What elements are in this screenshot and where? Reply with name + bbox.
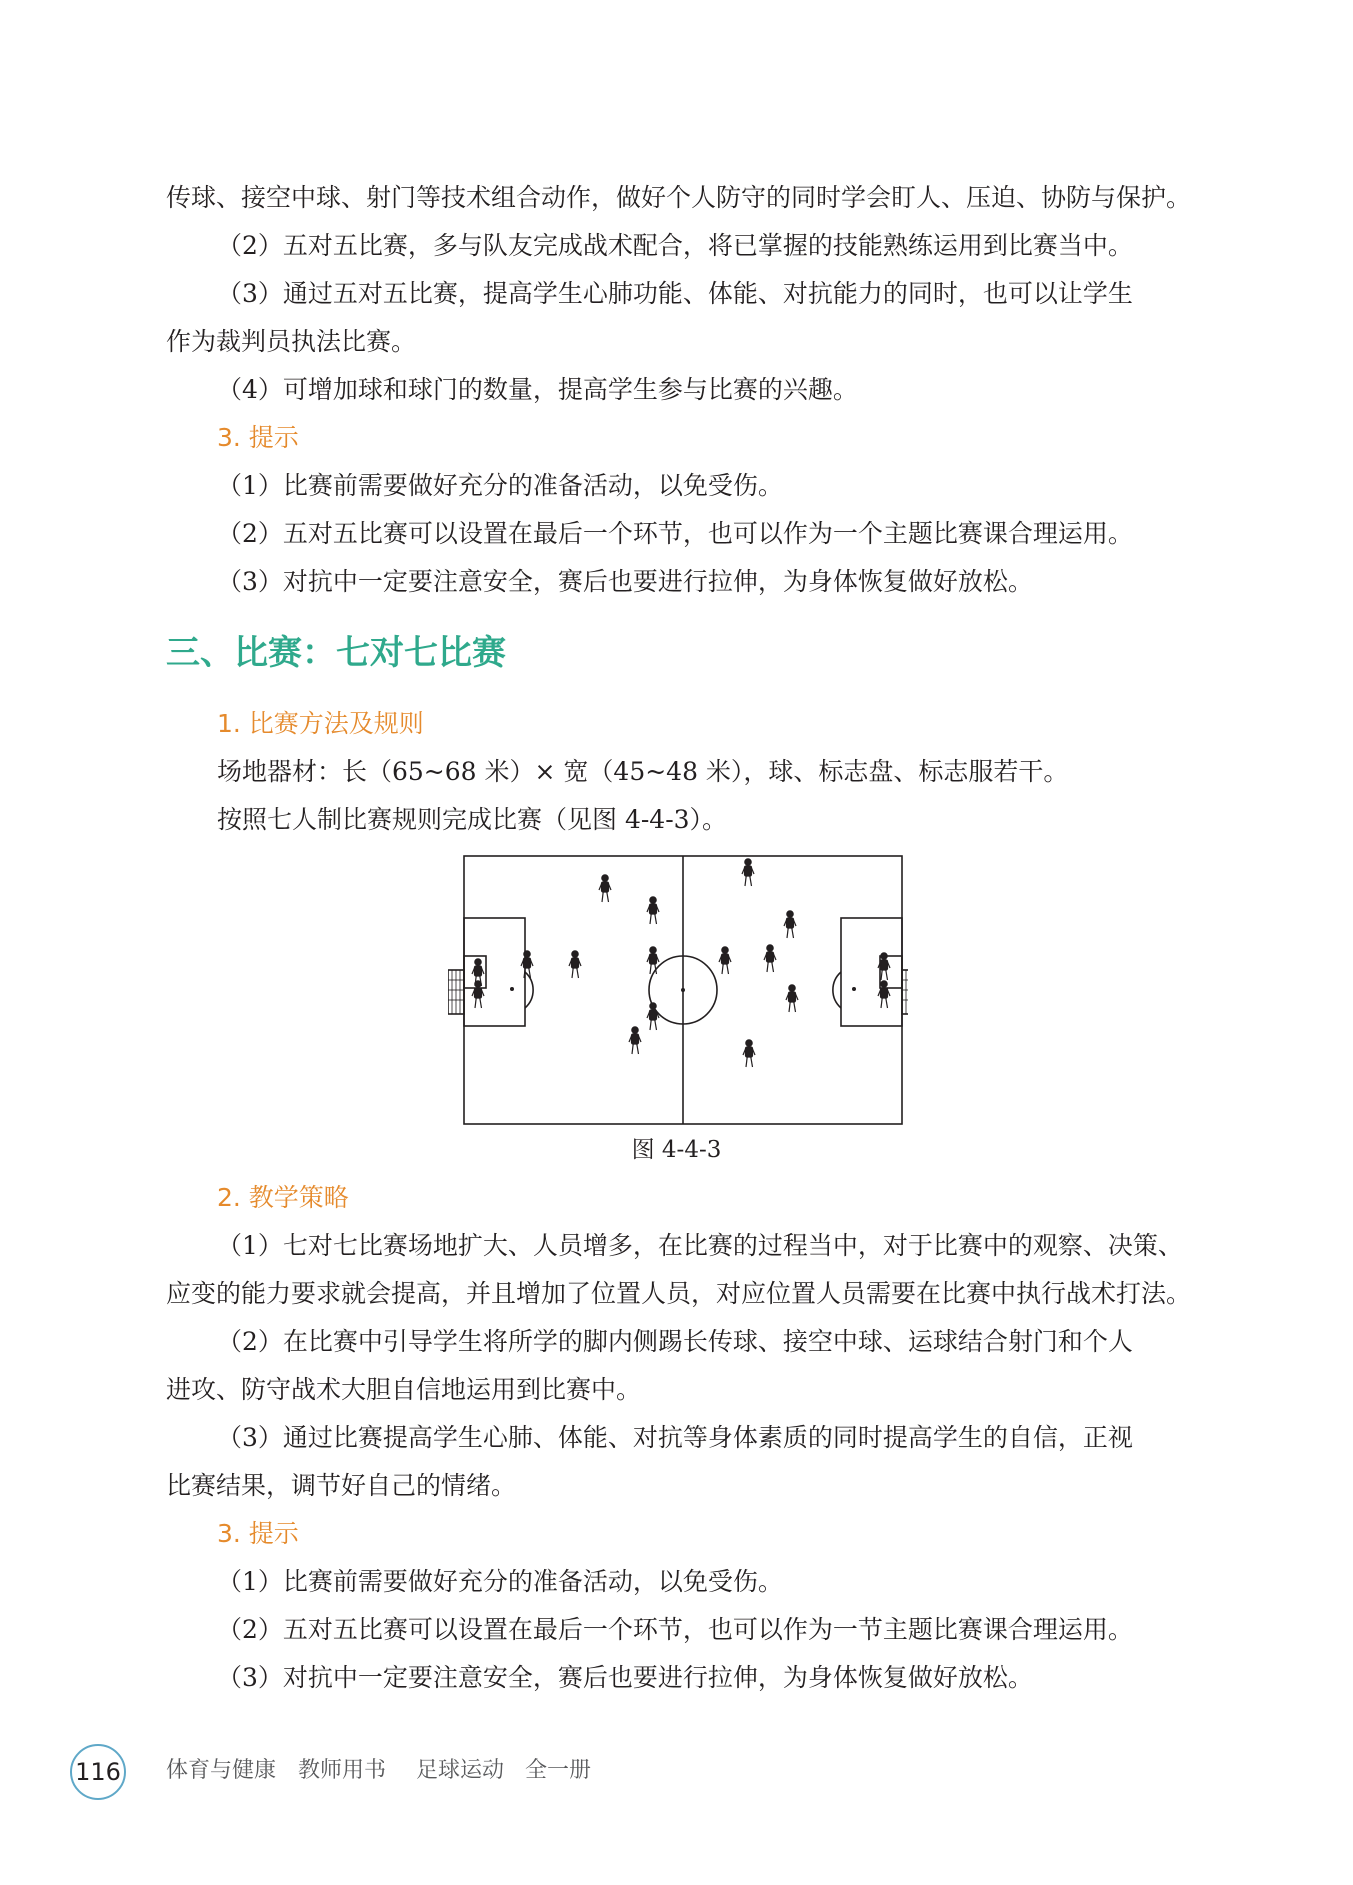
paragraph-line: （3）通过比赛提高学生心肺、体能、对抗等身体素质的同时提高学生的自信，正视 bbox=[217, 1423, 1133, 1452]
paragraph-line: （2）在比赛中引导学生将所学的脚内侧踢长传球、接空中球、运球结合射门和个人 bbox=[217, 1327, 1133, 1356]
paragraph-line: 进攻、防守战术大胆自信地运用到比赛中。 bbox=[166, 1375, 642, 1404]
tip-item: （2）五对五比赛可以设置在最后一个环节，也可以作为一节主题比赛课合理运用。 bbox=[217, 1615, 1133, 1644]
player-figure bbox=[784, 911, 796, 938]
player-figure bbox=[743, 1040, 755, 1067]
footer-topic: 足球运动 bbox=[416, 1758, 505, 1783]
right-penalty-arc bbox=[833, 972, 841, 1008]
tips-heading: 3. 提示 bbox=[217, 423, 299, 452]
left-penalty-spot bbox=[510, 987, 514, 991]
tip-item: （2）五对五比赛可以设置在最后一个环节，也可以作为一个主题比赛课合理运用。 bbox=[217, 519, 1133, 548]
player-figure bbox=[647, 897, 659, 924]
section-title: 三、比赛：七对七比赛 bbox=[166, 633, 506, 673]
paragraph-line: （2）五对五比赛，多与队友完成战术配合，将已掌握的技能熟练运用到比赛当中。 bbox=[217, 231, 1133, 260]
player-figure bbox=[742, 859, 754, 886]
page-number: 116 bbox=[70, 1744, 126, 1800]
footer-book: 体育与健康 bbox=[166, 1758, 277, 1783]
players-group bbox=[472, 859, 890, 1067]
soccer-field-figure bbox=[448, 852, 908, 1132]
strategy-heading: 2. 教学策略 bbox=[217, 1183, 349, 1212]
figure-caption: 图 4-4-3 bbox=[631, 1137, 722, 1163]
paragraph-line: （3）通过五对五比赛，提高学生心肺功能、体能、对抗能力的同时，也可以让学生 bbox=[217, 279, 1133, 308]
right-penalty-area bbox=[841, 918, 902, 1026]
tips-heading: 3. 提示 bbox=[217, 1519, 299, 1548]
player-figure bbox=[629, 1027, 641, 1054]
paragraph-line: 应变的能力要求就会提高，并且增加了位置人员，对应位置人员需要在比赛中执行战术打法。 bbox=[166, 1279, 1192, 1308]
player-figure bbox=[569, 951, 581, 978]
paragraph-line: 作为裁判员执法比赛。 bbox=[166, 327, 417, 356]
tip-item: （1）比赛前需要做好充分的准备活动，以免受伤。 bbox=[217, 471, 783, 500]
tip-item: （3）对抗中一定要注意安全，赛后也要进行拉伸，为身体恢复做好放松。 bbox=[217, 567, 1033, 596]
paragraph-line: 传球、接空中球、射门等技术组合动作，做好个人防守的同时学会盯人、压迫、协防与保护。 bbox=[166, 183, 1192, 212]
player-figure bbox=[647, 1003, 659, 1030]
method-heading: 1. 比赛方法及规则 bbox=[217, 709, 424, 738]
paragraph-line: （1）七对七比赛场地扩大、人员增多，在比赛的过程当中，对于比赛中的观察、决策、 bbox=[217, 1231, 1183, 1260]
player-figure bbox=[472, 981, 484, 1008]
right-penalty-spot bbox=[852, 987, 856, 991]
player-figure bbox=[647, 947, 659, 974]
player-figure bbox=[719, 947, 731, 974]
right-goal bbox=[902, 970, 908, 1014]
left-penalty-arc bbox=[525, 972, 533, 1008]
player-figure bbox=[599, 875, 611, 902]
paragraph-line: 比赛结果，调节好自己的情绪。 bbox=[166, 1471, 517, 1500]
footer-volume: 全一册 bbox=[525, 1758, 592, 1783]
player-figure bbox=[786, 985, 798, 1012]
paragraph-line: 场地器材：长（65~68 米）× 宽（45~48 米），球、标志盘、标志服若干。 bbox=[217, 757, 1069, 786]
footer-edition: 教师用书 bbox=[298, 1758, 387, 1783]
paragraph-line: 按照七人制比赛规则完成比赛（见图 4-4-3）。 bbox=[217, 805, 728, 834]
paragraph-line: （4）可增加球和球门的数量，提高学生参与比赛的兴趣。 bbox=[217, 375, 858, 404]
tip-item: （1）比赛前需要做好充分的准备活动，以免受伤。 bbox=[217, 1567, 783, 1596]
player-figure bbox=[764, 945, 776, 972]
tip-item: （3）对抗中一定要注意安全，赛后也要进行拉伸，为身体恢复做好放松。 bbox=[217, 1663, 1033, 1692]
center-spot bbox=[681, 988, 685, 992]
